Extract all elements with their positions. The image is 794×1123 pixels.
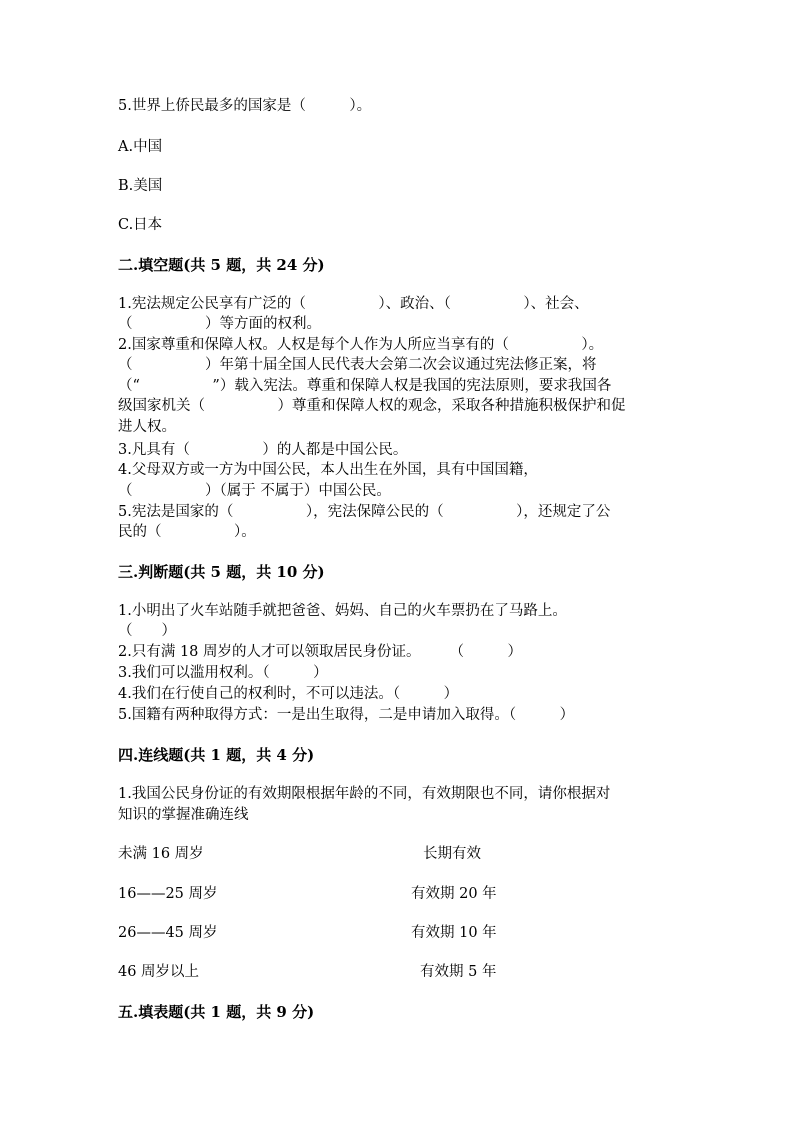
- text-line: 2.只有满 18 周岁的人才可以领取居民身份证。 （ ）: [118, 644, 523, 660]
- section-heading-matching: 四.连线题(共 1 题，共 4 分): [118, 746, 315, 764]
- section-heading-fill-blank: 二.填空题(共 5 题，共 24 分): [118, 256, 325, 274]
- text-line: 3.凡具有（ ）的人都是中国公民。: [118, 442, 408, 458]
- text-line: 1.我国公民身份证的有效期限根据年龄的不同，有效期限也不同，请你根据对: [118, 786, 611, 802]
- section-heading-table-fill: 五.填表题(共 1 题，共 9 分): [118, 1003, 315, 1021]
- match-right-item: 有效期 5 年: [420, 964, 497, 980]
- text-line: 4.我们在行使自己的权利时，不可以违法。（ ）: [118, 686, 459, 702]
- option-c: C.日本: [118, 217, 163, 233]
- text-line: 进人权。: [118, 419, 176, 435]
- text-line: 1.宪法规定公民享有广泛的（ ）、政治、（ ）、社会、: [118, 296, 589, 312]
- text-line: 5.国籍有两种取得方式：一是出生取得，二是申请加入取得。（ ）: [118, 707, 575, 723]
- section-heading-true-false: 三.判断题(共 5 题，共 10 分): [118, 563, 325, 581]
- text-line: （ ）年第十届全国人民代表大会第二次会议通过宪法修正案，将: [118, 357, 597, 373]
- text-line: 1.小明出了火车站随手就把爸爸、妈妈、自己的火车票扔在了马路上。: [118, 603, 567, 619]
- match-left-item: 46 周岁以上: [118, 964, 200, 980]
- match-right-item: 有效期 20 年: [411, 886, 497, 902]
- text-line: （“ ”）载入宪法。尊重和保障人权是我国的宪法原则，要求我国各: [118, 378, 612, 394]
- text-line: 5.宪法是国家的（ ），宪法保障公民的（ ），还规定了公: [118, 504, 611, 520]
- match-right-item: 有效期 10 年: [411, 925, 497, 941]
- text-line: 4.父母双方或一方为中国公民，本人出生在外国，具有中国国籍，: [118, 462, 538, 478]
- text-line: 级国家机关（ ）尊重和保障人权的观念，采取各种措施积极保护和促: [118, 398, 626, 414]
- text-line: 知识的掌握准确连线: [118, 807, 249, 823]
- text-line: （ ）（属于 不属于）中国公民。: [118, 483, 391, 499]
- option-b: B.美国: [118, 178, 163, 194]
- match-right-item: 长期有效: [423, 846, 481, 862]
- question-stem: 5.世界上侨民最多的国家是（ ）。: [118, 98, 372, 114]
- match-left-item: 26——45 周岁: [118, 925, 218, 941]
- text-line: 2.国家尊重和保障人权。人权是每个人作为人所应当享有的（ ）。: [118, 337, 604, 353]
- text-line: （ ）: [118, 623, 176, 639]
- match-left-item: 16——25 周岁: [118, 886, 218, 902]
- option-a: A.中国: [118, 139, 163, 155]
- match-left-item: 未满 16 周岁: [118, 846, 204, 862]
- text-line: 民的（ ）。: [118, 524, 256, 540]
- text-line: （ ）等方面的权利。: [118, 316, 321, 332]
- text-line: 3.我们可以滥用权利。（ ）: [118, 665, 328, 681]
